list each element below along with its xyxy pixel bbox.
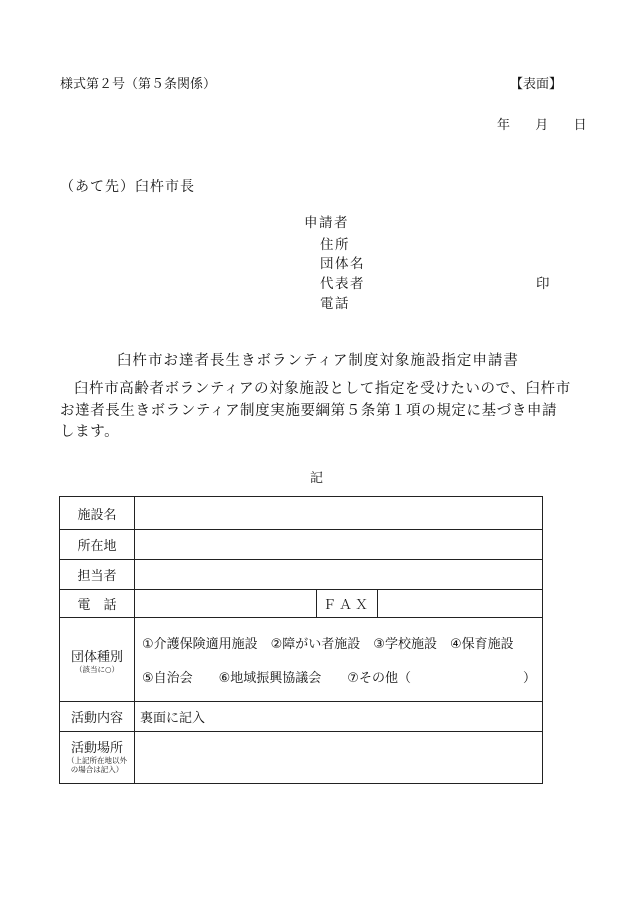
table-row bbox=[60, 702, 543, 732]
table-row bbox=[60, 732, 543, 784]
table-row bbox=[60, 618, 543, 702]
org-type-options[interactable] bbox=[135, 618, 543, 702]
label-fax: ＦＡＸ bbox=[317, 590, 378, 618]
date-month: 月 bbox=[535, 118, 549, 133]
document-title: 臼杵市お達者長生きボランティア制度対象施設指定申請書 bbox=[117, 353, 519, 369]
application-form-table bbox=[59, 496, 543, 784]
table-row bbox=[60, 497, 543, 530]
form-number: 様式第２号（第５条関係） bbox=[60, 77, 217, 92]
side-label: 【表面】 bbox=[510, 77, 563, 92]
table-row bbox=[60, 530, 543, 560]
label-facility-name: 施設名 bbox=[60, 497, 135, 530]
activity-content-field[interactable]: 裏面に記入 bbox=[135, 702, 543, 732]
org-options-close-paren: ） bbox=[522, 671, 536, 686]
org-type-label: 団体種別 bbox=[70, 649, 123, 665]
label-phone: 電 話 bbox=[60, 590, 135, 618]
label-activity-content: 活動内容 bbox=[60, 702, 135, 732]
addressee: （あて先）臼杵市長 bbox=[60, 179, 195, 195]
person-in-charge-field[interactable] bbox=[135, 560, 543, 590]
body-line-2: お達者長生きボランティア制度実施要綱第５条第１項の規定に基づき申請 bbox=[60, 402, 558, 419]
applicant-title: 申請者 bbox=[304, 215, 349, 231]
phone-field[interactable] bbox=[135, 590, 317, 618]
fax-field[interactable] bbox=[378, 590, 543, 618]
applicant-address: 住所 bbox=[320, 237, 350, 253]
table-row bbox=[60, 560, 543, 590]
seal-mark: 印 bbox=[536, 276, 551, 292]
date-line bbox=[497, 114, 587, 133]
label-person-in-charge: 担当者 bbox=[60, 560, 135, 590]
activity-place-label: 活動場所 bbox=[70, 740, 123, 756]
ki-heading: 記 bbox=[310, 471, 324, 486]
date-year: 年 bbox=[497, 118, 511, 133]
org-options-line-2a: ⑤自治会 ⑥地域振興協議会 ⑦その他（ bbox=[142, 671, 411, 686]
applicant-representative: 代表者 bbox=[320, 276, 365, 292]
body-line-3: します。 bbox=[60, 424, 120, 440]
org-options-line-2 bbox=[142, 667, 542, 686]
applicant-group-name: 団体名 bbox=[320, 256, 365, 272]
table-row bbox=[60, 590, 543, 618]
activity-place-note: （上記所在地以外の場合は記入） bbox=[67, 755, 127, 774]
date-day: 日 bbox=[573, 118, 587, 133]
applicant-phone: 電話 bbox=[320, 296, 350, 312]
org-type-note: （該当に○） bbox=[74, 664, 120, 674]
label-location: 所在地 bbox=[60, 530, 135, 560]
body-line-1: 臼杵市高齢者ボランティアの対象施設として指定を受けたいので、臼杵市 bbox=[74, 381, 571, 397]
org-options-line-1: ①介護保険適用施設 ②障がい者施設 ③学校施設 ④保育施設 bbox=[142, 637, 514, 652]
label-activity-place bbox=[60, 732, 135, 784]
facility-name-field[interactable] bbox=[135, 497, 543, 530]
label-org-type bbox=[60, 618, 135, 702]
activity-place-field[interactable] bbox=[135, 732, 543, 784]
body-text bbox=[60, 379, 580, 444]
location-field[interactable] bbox=[135, 530, 543, 560]
